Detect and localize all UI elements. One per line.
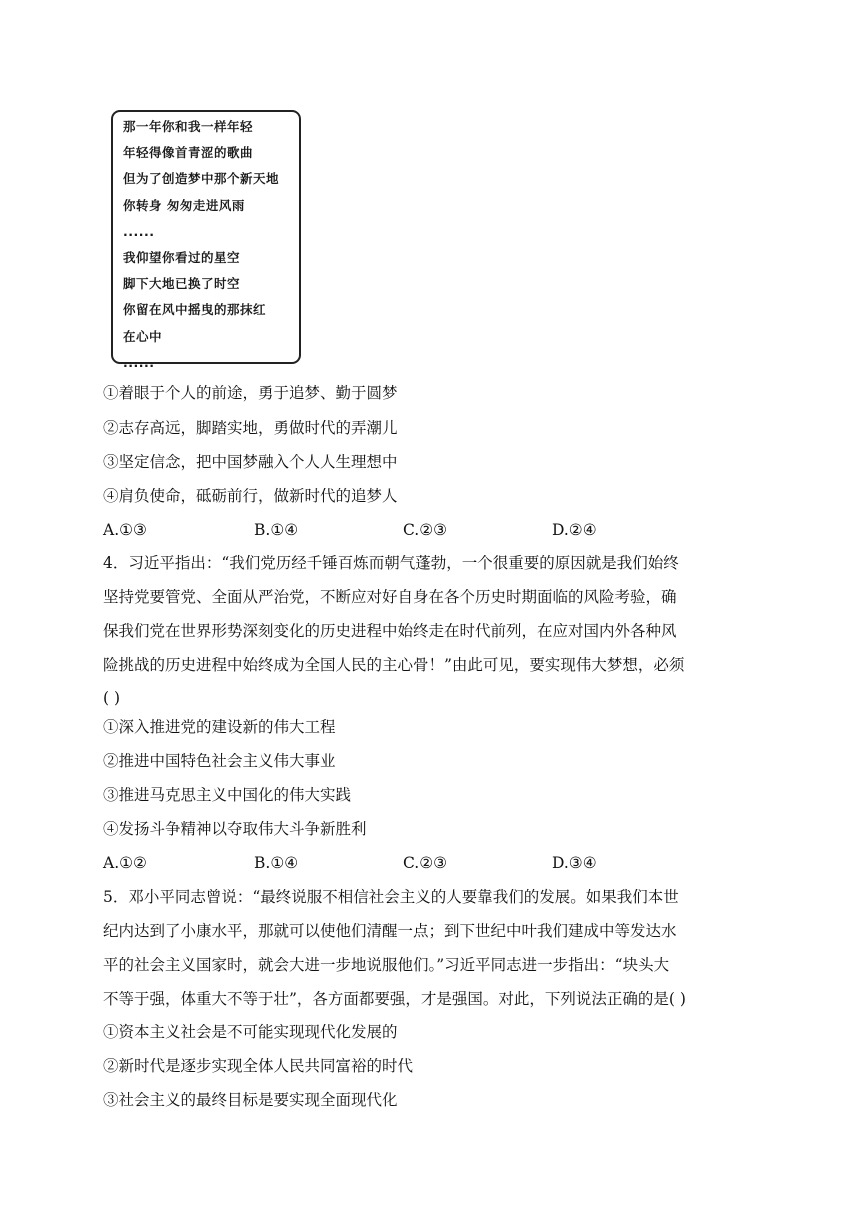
poem-line: ......	[123, 354, 155, 370]
q4-statement: ④发扬斗争精神以夺取伟大斗争新胜利	[103, 820, 367, 838]
q4-statement: ③推进马克思主义中国化的伟大实践	[103, 786, 352, 804]
q3-option-c: C.②③	[403, 521, 448, 539]
poem-image-box	[111, 110, 301, 370]
poem-line: 你留在风中摇曳的那抹红	[123, 302, 267, 318]
q4-stem-line: 保我们党在世界形势深刻变化的历史进程中始终走在时代前列，在应对国内外各种风	[103, 622, 677, 640]
poem-line: 年轻得像首青涩的歌曲	[123, 145, 254, 161]
q4-stem-line: 险挑战的历史进程中始终成为全国人民的主心骨！”由此可见，要实现伟大梦想，必须	[103, 656, 685, 674]
poem-line: 你转身 匆匆走进风雨	[123, 197, 245, 213]
q3-option-b: B.①④	[254, 521, 299, 539]
q3-statement: ①着眼于个人的前途，勇于追梦、勤于圆梦	[103, 384, 398, 402]
q5-statement: ②新时代是逐步实现全体人民共同富裕的时代	[103, 1057, 414, 1075]
poem-line: 脚下大地已换了时空	[123, 276, 241, 292]
q5-stem-line: 纪内达到了小康水平，那就可以使他们清醒一点；到下世纪中叶我们建成中等发达水	[103, 922, 677, 940]
q4-option-d: D.③④	[552, 854, 597, 872]
q5-stem-line: 5．邓小平同志曾说：“最终说服不相信社会主义的人要靠我们的发展。如果我们本世	[103, 888, 679, 906]
q4-option-a: A.①②	[103, 854, 147, 872]
poem-line: ......	[123, 223, 155, 239]
q3-statement: ③坚定信念，把中国梦融入个人人生理想中	[103, 453, 398, 471]
q3-option-a: A.①③	[103, 521, 147, 539]
q4-option-c: C.②③	[403, 854, 448, 872]
q3-option-d: D.②④	[552, 521, 597, 539]
poem-line: 我仰望你看过的星空	[123, 249, 241, 265]
q4-option-b: B.①④	[254, 854, 299, 872]
q5-statement: ①资本主义社会是不可能实现现代化发展的	[103, 1023, 398, 1041]
q4-stem-line: 坚持党要管党、全面从严治党，不断应对好自身在各个历史时期面临的风险考验，确	[103, 588, 677, 606]
q4-stem-line: 4．习近平指出：“我们党历经千锤百炼而朝气蓬勃，一个很重要的原因就是我们始终	[103, 554, 679, 572]
q5-stem-line: 不等于强，体重大不等于壮”，各方面都要强，才是强国。对此，下列说法正确的是( )	[103, 990, 686, 1008]
q4-statement: ②推进中国特色社会主义伟大事业	[103, 752, 336, 770]
poem-line: 在心中	[123, 328, 163, 344]
q3-statement: ④肩负使命，砥砺前行，做新时代的追梦人	[103, 487, 398, 505]
q5-statement: ③社会主义的最终目标是要实现全面现代化	[103, 1091, 398, 1109]
q5-stem-line: 平的社会主义国家时，就会大进一步地说服他们。”习近平同志进一步指出：“块头大	[103, 956, 670, 974]
poem-line: 但为了创造梦中那个新天地	[123, 171, 280, 187]
q4-answer-blank: ( )	[103, 689, 121, 707]
q3-statement: ②志存高远，脚踏实地，勇做时代的弄潮儿	[103, 419, 398, 437]
q4-statement: ①深入推进党的建设新的伟大工程	[103, 718, 336, 736]
poem-line: 那一年你和我一样年轻	[123, 119, 254, 134]
